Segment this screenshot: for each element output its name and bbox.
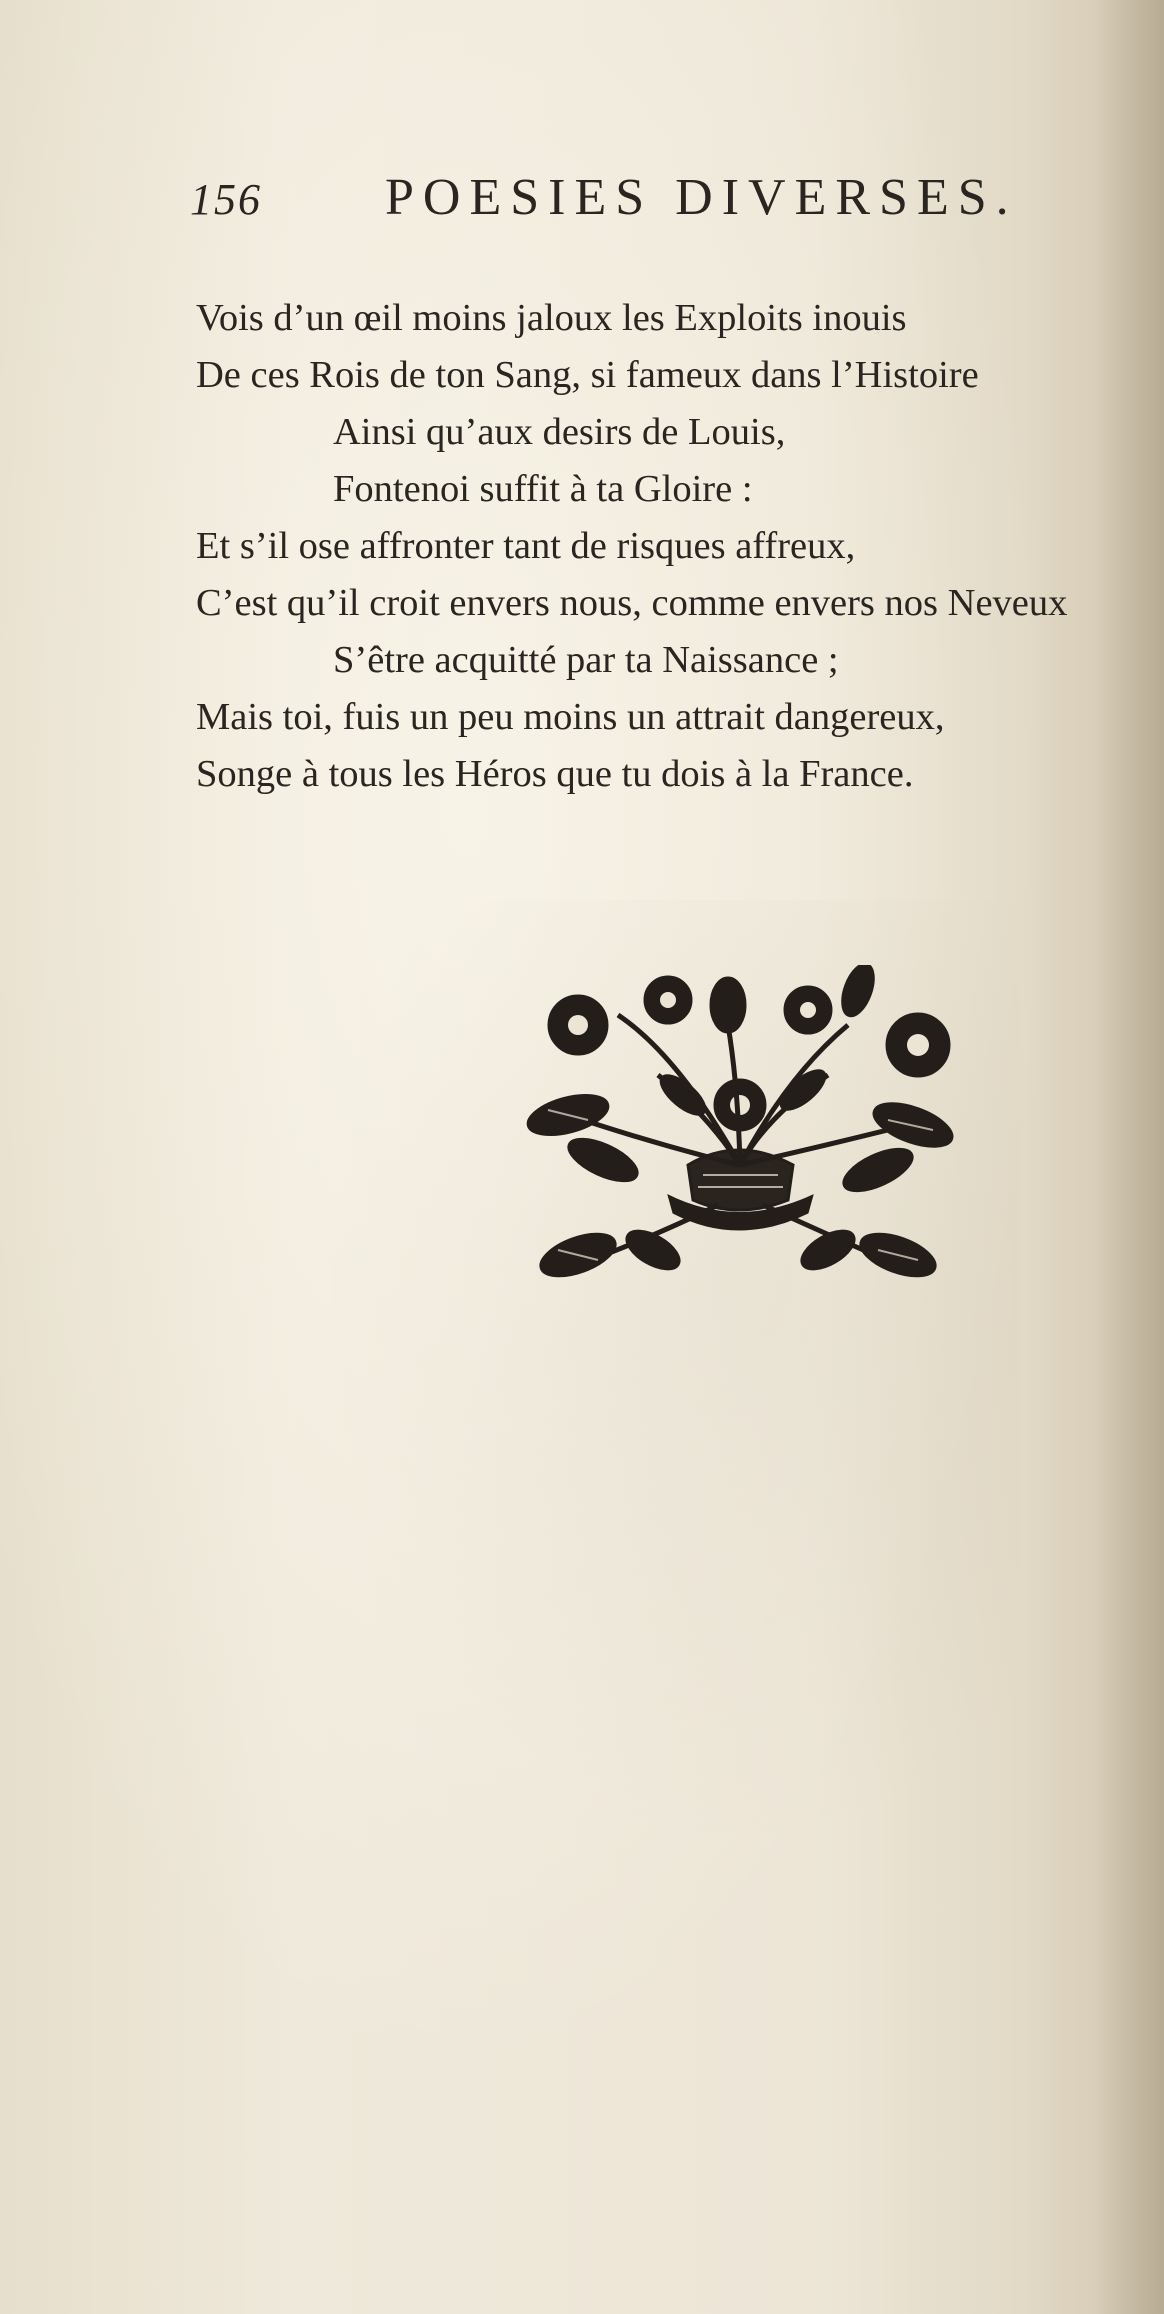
page-number: 156 (190, 175, 262, 224)
verse-line: Et s’il ose affronter tant de risques affreux, (196, 525, 856, 567)
floral-basket-vignette-icon (508, 965, 968, 1285)
verse-line: Vois d’un œil moins jaloux les Exploits inouis (196, 297, 907, 339)
verse-line: Ainsi qu’aux desirs de Louis, (333, 411, 786, 453)
running-title: POESIES DIVERSES. (385, 169, 1018, 226)
poem-verse (196, 290, 1164, 803)
verse-line: Mais toi, fuis un peu moins un attrait dangereux, (196, 696, 945, 738)
verse-line: Fontenoi suffit à ta Gloire : (333, 468, 753, 510)
verse-line: S’être acquitté par ta Naissance ; (333, 639, 839, 681)
page-header (190, 168, 1090, 238)
verse-line: Songe à tous les Héros que tu dois à la France. (196, 753, 914, 795)
verse-line: De ces Rois de ton Sang, si fameux dans l’Histoire (196, 354, 979, 396)
verse-line: C’est qu’il croit envers nous, comme envers nos Neveux (196, 582, 1068, 624)
